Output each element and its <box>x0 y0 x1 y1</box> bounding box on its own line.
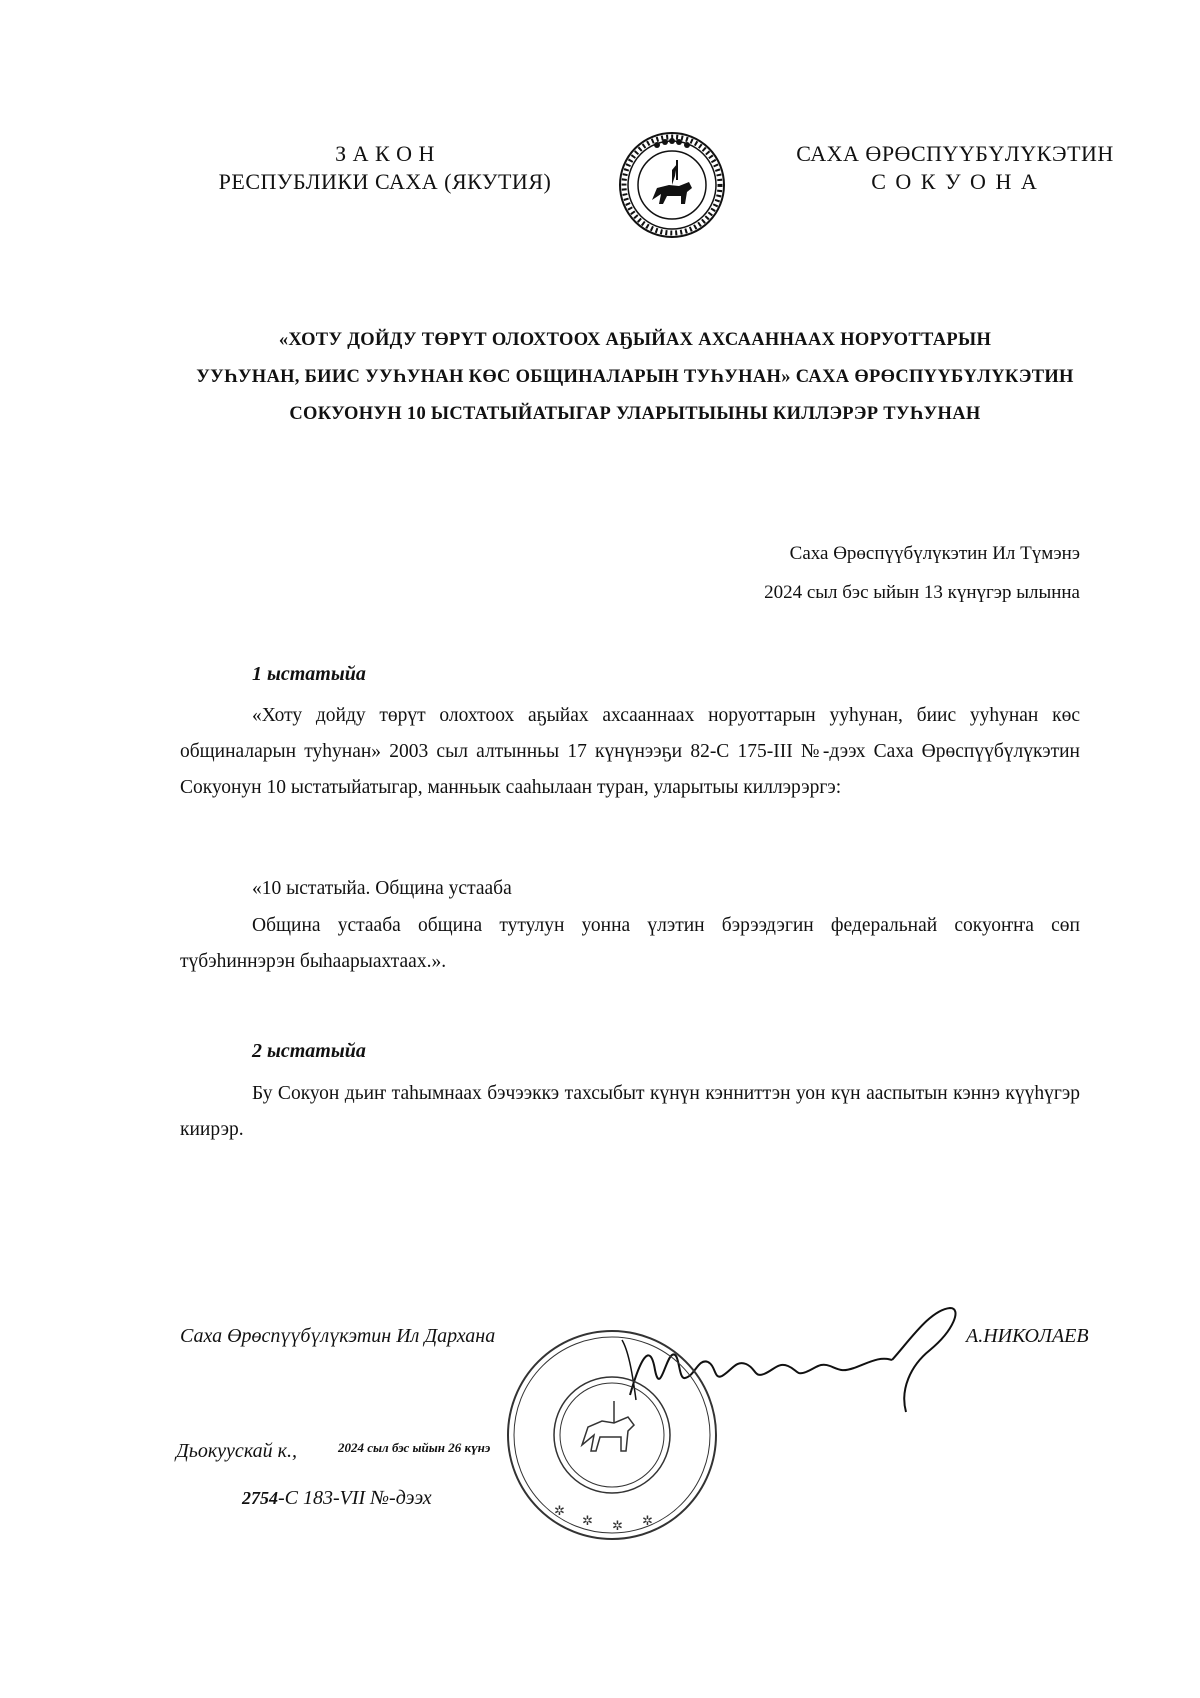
signatory-name: А.НИКОЛАЕВ <box>966 1325 1089 1347</box>
official-seal-stamp <box>502 1325 722 1545</box>
article-1-paragraph-3: Община устааба община тутулун уонна үлэтин бэрээдэгин федеральнай сокуоҥҥа сөп түбэһиннэрэн быһаарыахтаах.». <box>180 915 1080 972</box>
law-number <box>242 1487 432 1510</box>
header-right-line2: С О К У О Н А <box>871 169 1039 194</box>
article-1-heading: 1 ыстатыйа <box>252 663 366 685</box>
signing-place: Дьокуускай к., <box>176 1440 298 1462</box>
law-number-handwritten: 2754 <box>242 1488 278 1508</box>
article-2-heading: 2 ыстатыйа <box>252 1040 366 1062</box>
header-left-line1: З А К О Н <box>335 141 435 166</box>
law-title-line3: СОКУОНУН 10 ЫСТАТЫЙАТЫГАР УЛАРЫТЫЫНЫ КИЛЛЭРЭР ТУҺУНАН <box>289 404 981 424</box>
svg-text:✲: ✲ <box>612 1518 623 1533</box>
law-title-line1: «ХОТУ ДОЙДУ ТӨРҮТ ОЛОХТООХ АҔЫЙАХ АХСААННААХ НОРУОТТАРЫН <box>278 330 992 350</box>
svg-text:✲: ✲ <box>554 1503 565 1518</box>
signing-date-handwritten: 2024 сыл бэс ыйын 26 күнэ <box>338 1440 491 1455</box>
header-right-line1: САХА ӨРӨСПҮҮБҮЛҮКЭТИН <box>796 141 1114 166</box>
adopted-by: Саха Өрөспүүбүлүкэтин Ил Түмэнэ <box>789 543 1080 564</box>
header-left-line2: РЕСПУБЛИКИ САХА (ЯКУТИЯ) <box>218 169 552 194</box>
coat-of-arms-emblem <box>617 130 727 240</box>
law-number-suffix: -С 183-VII №-дээх <box>278 1487 432 1509</box>
svg-text:✲: ✲ <box>582 1513 593 1528</box>
signature-title: Саха Өрөспүүбүлүкэтин Ил Дархана <box>180 1325 496 1347</box>
adoption-date: 2024 сыл бэс ыйын 13 күнүгэр ылынна <box>764 582 1080 603</box>
svg-text:✲: ✲ <box>642 1513 653 1528</box>
article-2-paragraph-1: Бу Сокуон дьиҥ таһымнаах бэчээккэ тахсыбыт күнүн кэнниттэн уон күн ааспытын кэннэ күүһүгэр киирэр. <box>180 1083 1080 1140</box>
article-1-paragraph-1: «Хоту дойду төрүт олохтоох аҕыйах ахсааннаах норуоттарын ууһунан, биис ууһунан көс общиналарын туһунан» 2003 сыл алтынньы 17 күнүнээҕи 82-С 175-III №-дээх Саха Өрөспүүбүлүкэтин Сокуонун 10 ыстатыйатыгар, манньык сааһылаан туран, уларытыы киллэрэргэ: <box>180 705 1080 798</box>
law-title-line2: УУҺУНАН, БИИС УУҺУНАН КӨС ОБЩИНАЛАРЫН ТУҺУНАН» САХА ӨРӨСПҮҮБҮЛҮКЭТИН <box>196 367 1074 387</box>
article-1-paragraph-2: «10 ыстатыйа. Община устааба <box>252 878 512 899</box>
